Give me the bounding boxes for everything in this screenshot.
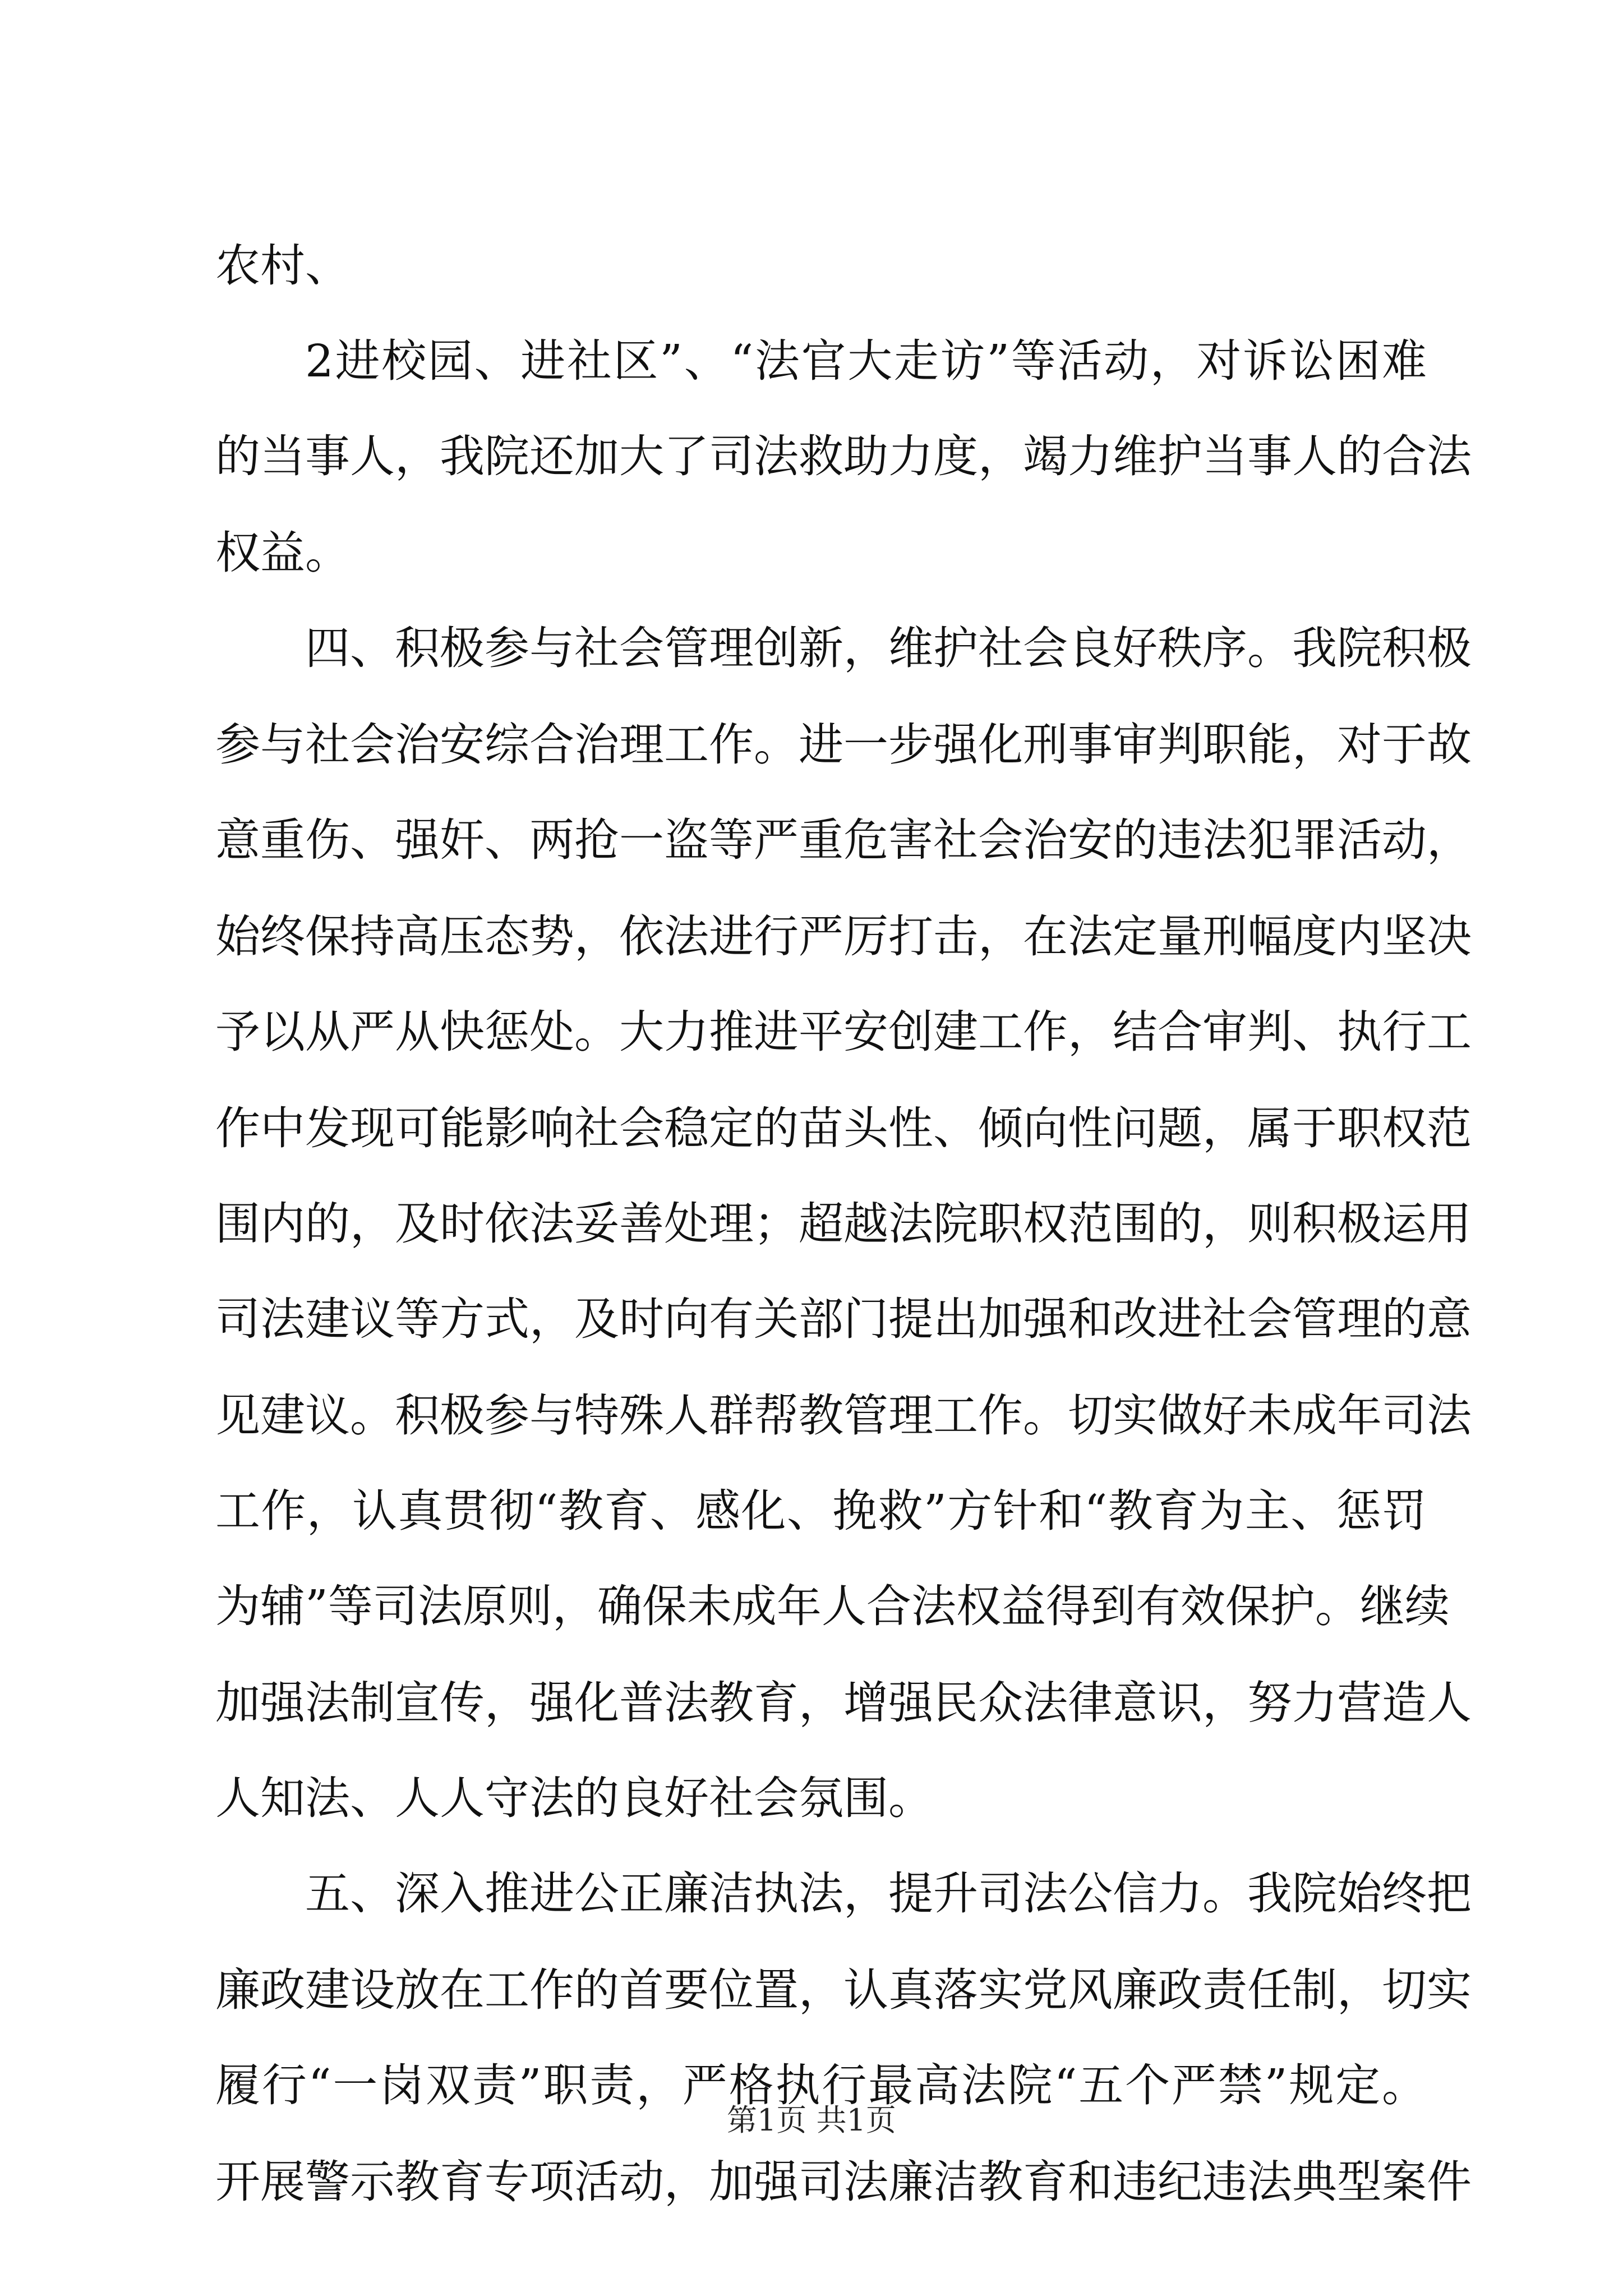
text-line: 见建议。积极参与特殊人群帮教管理工作。切实做好未成年司法	[215, 1389, 1472, 1442]
page-footer: 第1页 共1页	[727, 2102, 896, 2138]
text-line: 五、深入推进公正廉洁执法，提升司法公信力。我院始终把	[305, 1867, 1472, 1920]
text-line: 人知法、人人守法的良好社会氛围。	[215, 1772, 933, 1824]
text-line: 作中发现可能影响社会稳定的苗头性、倾向性问题，属于职权范	[215, 1102, 1472, 1154]
text-line: 予以从严从快惩处。大力推进平安创建工作，结合审判、执行工	[215, 1006, 1472, 1058]
text-line: 工作，认真贯彻“教育、感化、挽救”方针和“教育为主、惩罚	[215, 1485, 1427, 1537]
text-line: 为辅”等司法原则，确保未成年人合法权益得到有效保护。继续	[215, 1580, 1450, 1632]
text-line: 司法建议等方式，及时向有关部门提出加强和改进社会管理的意	[215, 1293, 1472, 1345]
text-line: 围内的，及时依法妥善处理；超越法院职权范围的，则积极运用	[215, 1198, 1472, 1250]
text-line: 权益。	[215, 527, 350, 579]
text-line: 加强法制宣传，强化普法教育，增强民众法律意识，努力营造人	[215, 1677, 1472, 1729]
text-line: 意重伤、强奸、两抢一盗等严重危害社会治安的违法犯罪活动，	[215, 814, 1472, 866]
text-line: 参与社会治安综合治理工作。进一步强化刑事审判职能，对于故	[215, 719, 1472, 771]
text-line: 农村、	[215, 240, 350, 292]
text-line: 始终保持高压态势，依法进行严厉打击，在法定量刑幅度内坚决	[215, 910, 1472, 963]
text-line: 履行“一岗双责”职责，严格执行最高法院“五个严禁”规定。	[215, 2059, 1427, 2111]
text-line: 廉政建设放在工作的首要位置，认真落实党风廉政责任制，切实	[215, 1964, 1472, 2016]
text-line: 2进校园、进社区”、“法官大走访”等活动，对诉讼困难	[305, 335, 1427, 387]
text-line: 的当事人，我院还加大了司法救助力度，竭力维护当事人的合法	[215, 430, 1472, 482]
text-line: 开展警示教育专项活动，加强司法廉洁教育和违纪违法典型案件	[215, 2156, 1472, 2208]
text-line: 四、积极参与社会管理创新，维护社会良好秩序。我院积极	[305, 622, 1472, 674]
